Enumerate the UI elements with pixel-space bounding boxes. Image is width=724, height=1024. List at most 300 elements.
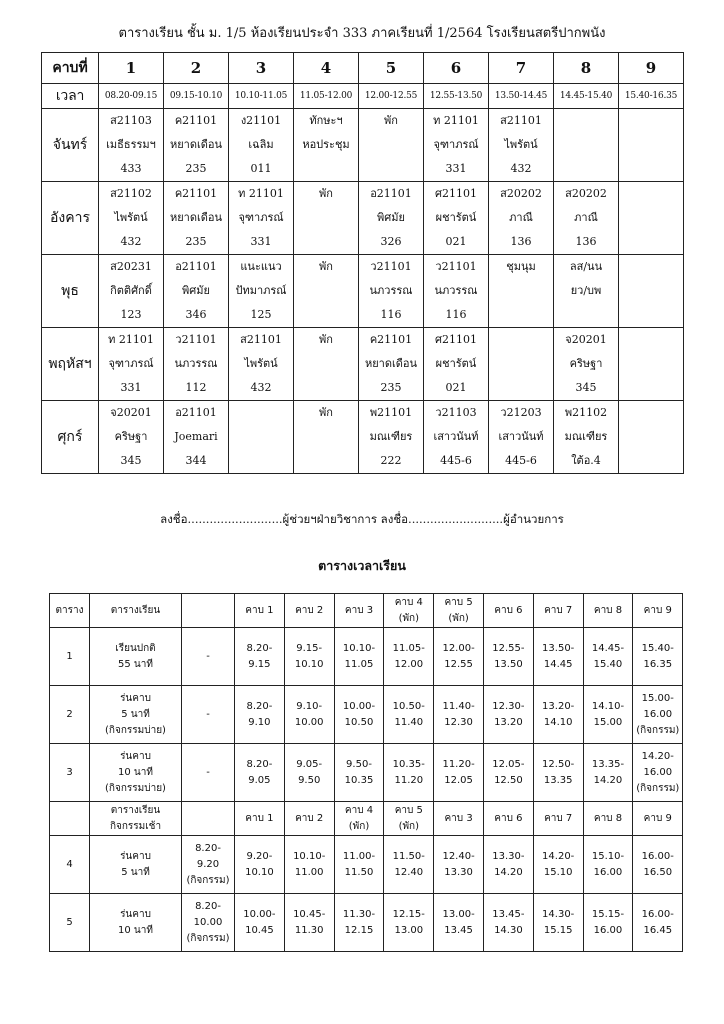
class-cell-line: 331 xyxy=(445,162,467,175)
class-cell xyxy=(489,328,554,401)
class-cell xyxy=(424,109,489,182)
cell-line: 16.00 xyxy=(643,766,673,778)
schedule-cell xyxy=(90,628,182,686)
cell-line: (พัก) xyxy=(348,820,370,832)
class-cell xyxy=(554,401,619,474)
class-cell-line xyxy=(619,401,683,425)
class-cell-line xyxy=(554,109,618,133)
schedule-cell xyxy=(90,744,182,802)
cell-line: คาบ 8 xyxy=(593,812,623,824)
cell-line: 9.10 xyxy=(248,716,271,728)
cell-line: 15.10 xyxy=(543,866,573,878)
class-cell-line: 136 xyxy=(575,235,597,248)
cell-line: 12.50- xyxy=(542,758,575,770)
cell-line: 9.15- xyxy=(296,642,323,654)
cell-line: 16.35 xyxy=(643,658,673,670)
period-number: 8 xyxy=(554,53,619,84)
class-cell-line: ท 21101 xyxy=(108,333,154,346)
cell-line: คาบ 7 xyxy=(544,812,573,824)
class-cell-line: ส21102 xyxy=(110,187,152,200)
schedule-cell xyxy=(434,628,484,686)
cell-line: 16.00- xyxy=(641,850,674,862)
class-cell xyxy=(619,109,684,182)
class-cell-line: จุฑาภรณ์ xyxy=(108,357,154,370)
class-cell xyxy=(489,401,554,474)
schedule-cell xyxy=(334,802,384,836)
class-cell-line: 116 xyxy=(380,308,402,321)
cell-line: 12.30- xyxy=(492,700,525,712)
schedule-cell xyxy=(533,744,583,802)
class-cell-line: นภวรรณ xyxy=(174,357,218,370)
class-cell-line: 345 xyxy=(120,454,142,467)
cell-line: 11.40 xyxy=(394,716,424,728)
class-cell xyxy=(99,182,164,255)
class-cell xyxy=(554,182,619,255)
cell-line: 15.10- xyxy=(591,850,625,862)
class-cell xyxy=(424,182,489,255)
class-cell xyxy=(164,182,229,255)
cell-line: 55 นาที xyxy=(118,658,153,670)
schedule-cell xyxy=(50,594,90,628)
schedule-cell xyxy=(182,894,235,952)
class-cell-line: ส21103 xyxy=(110,114,152,127)
class-cell xyxy=(619,401,684,474)
class-cell xyxy=(164,255,229,328)
class-cell-line: จุฑาภรณ์ xyxy=(238,211,284,224)
class-cell xyxy=(99,328,164,401)
schedule-cell xyxy=(483,802,533,836)
cell-line: คาบ 9 xyxy=(643,812,672,824)
cell-line: 11.00 xyxy=(294,866,324,878)
schedule-cell xyxy=(334,594,384,628)
cell-line: 10.10- xyxy=(342,642,376,654)
period-number: 9 xyxy=(619,53,684,84)
cell-line: 13.45 xyxy=(444,924,473,936)
time-row xyxy=(42,84,684,109)
schedule-cell xyxy=(50,836,90,894)
schedule-cell xyxy=(483,894,533,952)
signature-line: ลงชื่อ..........................ผู้ช่วยฯฝ่ายวิชาการ ลงชื่อ..........................ผู้อำนวยการ xyxy=(160,512,564,526)
class-cell-line: นภวรรณ xyxy=(369,284,413,297)
class-cell-line xyxy=(619,157,683,181)
schedule-cell xyxy=(434,802,484,836)
class-cell xyxy=(424,255,489,328)
class-cell-line xyxy=(619,230,683,254)
class-cell-line: 112 xyxy=(185,381,207,394)
cell-line: 11.30- xyxy=(342,908,376,920)
class-cell-line: จุฑาภรณ์ xyxy=(433,138,479,151)
schedule-cell xyxy=(235,894,285,952)
schedule-cell xyxy=(384,744,434,802)
cell-line: 13.30- xyxy=(492,850,525,862)
class-cell xyxy=(294,328,359,401)
schedule-cell xyxy=(50,894,90,952)
class-cell-line: ปัทมาภรณ์ xyxy=(235,284,287,297)
cell-line: คาบ 9 xyxy=(643,604,672,616)
cell-line: 14.20 xyxy=(593,774,623,786)
cell-line: 15.40 xyxy=(593,658,623,670)
class-cell-line xyxy=(294,206,358,230)
class-cell-line: ศ21101 xyxy=(435,187,477,200)
class-cell-line: 445-6 xyxy=(440,454,472,467)
schedule-cell xyxy=(483,836,533,894)
class-cell-line: เมธีธรรมฯ xyxy=(106,138,156,151)
class-cell-line: ศ21101 xyxy=(435,333,477,346)
cell-line: 12.15- xyxy=(392,908,425,920)
period-number: 1 xyxy=(99,53,164,84)
cell-line: 13.00- xyxy=(442,908,475,920)
cell-line: ร่นคาบ xyxy=(120,692,151,704)
period-time: 08.20-09.15 xyxy=(99,84,164,109)
class-cell xyxy=(554,255,619,328)
class-cell-line: 346 xyxy=(185,308,207,321)
class-cell-line: 235 xyxy=(185,162,207,175)
cell-line: 8.20- xyxy=(246,642,273,654)
day-label: พุธ xyxy=(42,255,99,328)
class-cell xyxy=(229,109,294,182)
class-cell-line: 331 xyxy=(120,381,142,394)
class-cell-line: แนะแนว xyxy=(240,260,282,273)
period-number: 2 xyxy=(164,53,229,84)
schedule-cell xyxy=(90,836,182,894)
cell-line: (กิจกรรมบ่าย) xyxy=(105,724,166,736)
class-cell xyxy=(489,182,554,255)
class-cell-line: พัก xyxy=(319,260,333,273)
cell-line: ร่นคาบ xyxy=(120,750,151,762)
class-cell-line: มณเฑียร xyxy=(369,430,413,443)
cell-line: 12.05- xyxy=(492,758,525,770)
schedule-cell xyxy=(483,686,533,744)
cell-line: (กิจกรรม) xyxy=(186,874,230,886)
class-cell-line: ส21101 xyxy=(240,333,282,346)
schedule-cell xyxy=(284,594,334,628)
class-cell-line: ส21101 xyxy=(500,114,542,127)
schedule-cell xyxy=(50,744,90,802)
class-cell xyxy=(359,182,424,255)
cell-line: 13.35 xyxy=(543,774,573,786)
period-number: 6 xyxy=(424,53,489,84)
cell-line: 10.35- xyxy=(392,758,425,770)
cell-line: คาบ 6 xyxy=(494,812,523,824)
schedule-cell xyxy=(284,628,334,686)
cell-line: 14.45- xyxy=(591,642,625,654)
class-timetable xyxy=(41,52,684,474)
class-cell-line xyxy=(294,352,358,376)
cell-line: 11.00- xyxy=(342,850,376,862)
class-cell-line: คริษฐา xyxy=(569,357,603,370)
cell-line: ร่นคาบ xyxy=(120,850,151,862)
cell-line: 8.20- xyxy=(195,900,221,912)
cell-line: 15.15- xyxy=(591,908,625,920)
class-cell-line xyxy=(554,303,618,327)
class-cell-line: ว21203 xyxy=(500,406,542,419)
cell-line: 8.20- xyxy=(246,700,273,712)
schedule-cell xyxy=(583,802,633,836)
schedule-cell xyxy=(235,836,285,894)
class-cell xyxy=(359,109,424,182)
class-cell-line xyxy=(489,303,553,327)
class-cell-line: พัก xyxy=(319,333,333,346)
cell-line: 3 xyxy=(66,766,73,778)
schedule-cell xyxy=(483,628,533,686)
class-cell xyxy=(229,255,294,328)
class-cell-line: ภาณี xyxy=(509,211,533,224)
class-cell xyxy=(99,255,164,328)
cell-line: 12.15 xyxy=(344,924,374,936)
schedule-cell xyxy=(583,836,633,894)
cell-line: 8.20- xyxy=(195,842,221,854)
cell-line: 10 นาที xyxy=(118,766,153,778)
period-number: 3 xyxy=(229,53,294,84)
class-cell-line: ท 21101 xyxy=(433,114,479,127)
cell-line: 10.10 xyxy=(245,866,274,878)
cell-line: 14.20 xyxy=(494,866,523,878)
period-number: 5 xyxy=(359,53,424,84)
cell-line: 11.50 xyxy=(344,866,374,878)
class-cell-line xyxy=(294,425,358,449)
schedule-cell xyxy=(334,628,384,686)
class-cell-line: มณเฑียร xyxy=(564,430,608,443)
cell-line: คาบ 6 xyxy=(494,604,523,616)
schedule-cell xyxy=(633,894,683,952)
class-cell-line: คริษฐา xyxy=(114,430,148,443)
cell-line: 16.00 xyxy=(643,708,673,720)
period-number: 7 xyxy=(489,53,554,84)
schedule-row xyxy=(50,744,683,802)
class-cell-line xyxy=(294,376,358,400)
class-cell-line: 021 xyxy=(445,235,467,248)
cell-line: คาบ 3 xyxy=(344,604,374,616)
class-cell-line: ค21101 xyxy=(174,114,218,127)
class-cell-line xyxy=(619,303,683,327)
cell-line: 12.55- xyxy=(492,642,525,654)
cell-line: 5 xyxy=(66,916,73,928)
class-cell-line xyxy=(619,425,683,449)
class-cell-line: พัก xyxy=(319,187,333,200)
cell-line: คาบ 2 xyxy=(295,604,324,616)
class-cell-line xyxy=(359,133,423,157)
class-cell-line xyxy=(229,425,293,449)
class-cell-line: พิศมัย xyxy=(377,211,405,224)
cell-line: 10.50 xyxy=(344,716,374,728)
class-cell-line xyxy=(619,133,683,157)
cell-line: 16.00- xyxy=(641,908,674,920)
schedule-title: ตารางเวลาเรียน xyxy=(318,558,406,573)
schedule-cell xyxy=(583,686,633,744)
cell-line: 11.20 xyxy=(394,774,424,786)
class-cell-line: เสาวนันท์ xyxy=(498,430,544,443)
cell-line: 16.00 xyxy=(593,866,623,878)
schedule-cell xyxy=(633,802,683,836)
cell-line: 12.55 xyxy=(444,658,473,670)
time-label: เวลา xyxy=(42,84,99,109)
schedule-header-row-morning xyxy=(50,802,683,836)
cell-line: เรียนปกติ xyxy=(115,642,156,654)
class-cell xyxy=(359,255,424,328)
class-cell-line xyxy=(554,157,618,181)
class-cell-line xyxy=(294,230,358,254)
cell-line: 8.20- xyxy=(246,758,273,770)
document-title: ตารางเรียน ชั้น ม. 1/5 ห้องเรียนประจำ 333 ภาคเรียนที่ 1/2564 โรงเรียนสตรีปากพนัง xyxy=(118,26,606,41)
cell-line: 15.00 xyxy=(593,716,623,728)
class-cell xyxy=(619,255,684,328)
cell-line: 10.10- xyxy=(293,850,326,862)
cell-line: 13.30 xyxy=(444,866,473,878)
schedule-cell xyxy=(434,686,484,744)
schedule-cell xyxy=(334,686,384,744)
class-cell xyxy=(554,328,619,401)
class-cell-line: เฉลิม xyxy=(248,138,274,151)
schedule-cell xyxy=(384,894,434,952)
cell-line: กิจกรรมเช้า xyxy=(109,820,162,832)
cell-line: 14.30- xyxy=(542,908,575,920)
cell-line: คาบ 1 xyxy=(245,604,274,616)
day-row xyxy=(42,109,684,182)
class-cell-line: ว21101 xyxy=(175,333,217,346)
cell-line: 11.30 xyxy=(294,924,324,936)
cell-line: 12.50 xyxy=(494,774,523,786)
class-cell-line: ไพรัตน์ xyxy=(114,211,148,224)
class-cell xyxy=(424,401,489,474)
schedule-cell xyxy=(434,744,484,802)
class-cell-line: พ21101 xyxy=(369,406,413,419)
schedule-cell xyxy=(50,686,90,744)
cell-line: 10.50- xyxy=(392,700,425,712)
period-time: 12.00-12.55 xyxy=(359,84,424,109)
schedule-cell xyxy=(483,594,533,628)
class-cell-line xyxy=(619,255,683,279)
cell-line: 10.00 xyxy=(193,916,223,928)
cell-line: 14.30 xyxy=(494,924,523,936)
cell-line: (กิจกรรม) xyxy=(636,724,680,736)
class-cell-line: 136 xyxy=(510,235,532,248)
class-cell xyxy=(164,328,229,401)
cell-line: 14.20- xyxy=(542,850,575,862)
cell-line: 9.50 xyxy=(298,774,321,786)
cell-line: 15.40- xyxy=(641,642,674,654)
cell-line: 13.00 xyxy=(394,924,424,936)
cell-line: 14.10 xyxy=(543,716,573,728)
class-cell xyxy=(619,182,684,255)
day-label: พฤหัสฯ xyxy=(42,328,99,401)
class-cell-line: ใต้อ.4 xyxy=(571,454,601,467)
period-time: 10.10-11.05 xyxy=(229,84,294,109)
class-cell-line: ค21101 xyxy=(369,333,413,346)
cell-line: คาบ 5 xyxy=(394,804,423,816)
class-cell-line: หอประชุม xyxy=(302,138,350,151)
class-cell-line xyxy=(359,157,423,181)
class-cell-line xyxy=(489,352,553,376)
class-cell-line: ทักษะฯ xyxy=(309,114,343,127)
class-cell-line: ท 21101 xyxy=(238,187,284,200)
cell-line: คาบ 5 xyxy=(444,596,473,608)
schedule-cell xyxy=(533,894,583,952)
class-cell-line: ว21101 xyxy=(370,260,412,273)
schedule-cell xyxy=(182,628,235,686)
cell-line: 11.50- xyxy=(392,850,425,862)
schedule-cell xyxy=(384,802,434,836)
schedule-cell xyxy=(633,744,683,802)
day-row xyxy=(42,401,684,474)
period-number: 4 xyxy=(294,53,359,84)
class-cell-line: พ21102 xyxy=(564,406,608,419)
class-cell-line xyxy=(489,328,553,352)
cell-line xyxy=(50,811,89,827)
class-cell-line: พัก xyxy=(384,114,398,127)
cell-line: 13.50 xyxy=(494,658,523,670)
class-cell-line xyxy=(619,449,683,473)
cell-line: 10.00- xyxy=(243,908,276,920)
schedule-cell xyxy=(284,686,334,744)
schedule-cell xyxy=(334,744,384,802)
schedule-cell xyxy=(284,744,334,802)
schedule-cell xyxy=(182,744,235,802)
class-cell-line: 345 xyxy=(575,381,597,394)
class-cell-line xyxy=(619,328,683,352)
schedule-row xyxy=(50,686,683,744)
class-cell-line: นภวรรณ xyxy=(434,284,478,297)
schedule-cell xyxy=(434,894,484,952)
schedule-header-row xyxy=(50,594,683,628)
class-cell-line: พัก xyxy=(319,406,333,419)
cell-line: 1 xyxy=(66,650,73,662)
schedule-cell xyxy=(90,894,182,952)
class-cell-line: หยาดเดือน xyxy=(169,211,223,224)
class-cell xyxy=(359,401,424,474)
cell-line: คาบ 4 xyxy=(394,596,423,608)
period-time: 09.15-10.10 xyxy=(164,84,229,109)
cell-line: 13.20 xyxy=(494,716,523,728)
schedule-cell xyxy=(182,594,235,628)
cell-line: 12.05 xyxy=(444,774,473,786)
cell-line: 13.20- xyxy=(542,700,575,712)
period-time: 14.45-15.40 xyxy=(554,84,619,109)
class-cell-line: 432 xyxy=(120,235,142,248)
class-cell-line: ยว/บพ xyxy=(570,284,602,297)
class-cell-line: ค21101 xyxy=(174,187,218,200)
schedule-cell xyxy=(533,594,583,628)
cell-line: 16.00 xyxy=(593,924,623,936)
class-cell-line xyxy=(619,279,683,303)
class-cell xyxy=(99,401,164,474)
period-time: 15.40-16.35 xyxy=(619,84,684,109)
schedule-cell xyxy=(583,628,633,686)
class-cell-line: 222 xyxy=(380,454,402,467)
schedule-cell xyxy=(235,686,285,744)
cell-line: 11.20- xyxy=(442,758,475,770)
cell-line: 10.10 xyxy=(294,658,324,670)
schedule-cell xyxy=(50,628,90,686)
schedule-cell xyxy=(633,594,683,628)
class-cell xyxy=(229,328,294,401)
class-cell-line xyxy=(619,352,683,376)
class-cell-line: กิตติศักดิ์ xyxy=(110,284,152,297)
cell-line: 9.15 xyxy=(248,658,271,670)
class-cell-line xyxy=(294,449,358,473)
schedule-cell xyxy=(284,894,334,952)
class-cell-line: 326 xyxy=(380,235,402,248)
class-cell-line: อ21101 xyxy=(175,406,217,419)
cell-line: ร่นคาบ xyxy=(120,908,151,920)
cell-line: - xyxy=(206,650,210,662)
schedule-cell xyxy=(533,836,583,894)
schedule-cell xyxy=(284,802,334,836)
class-cell xyxy=(294,109,359,182)
period-header-row xyxy=(42,53,684,84)
cell-line: 12.40 xyxy=(394,866,424,878)
day-label: อังคาร xyxy=(42,182,99,255)
class-cell xyxy=(229,401,294,474)
